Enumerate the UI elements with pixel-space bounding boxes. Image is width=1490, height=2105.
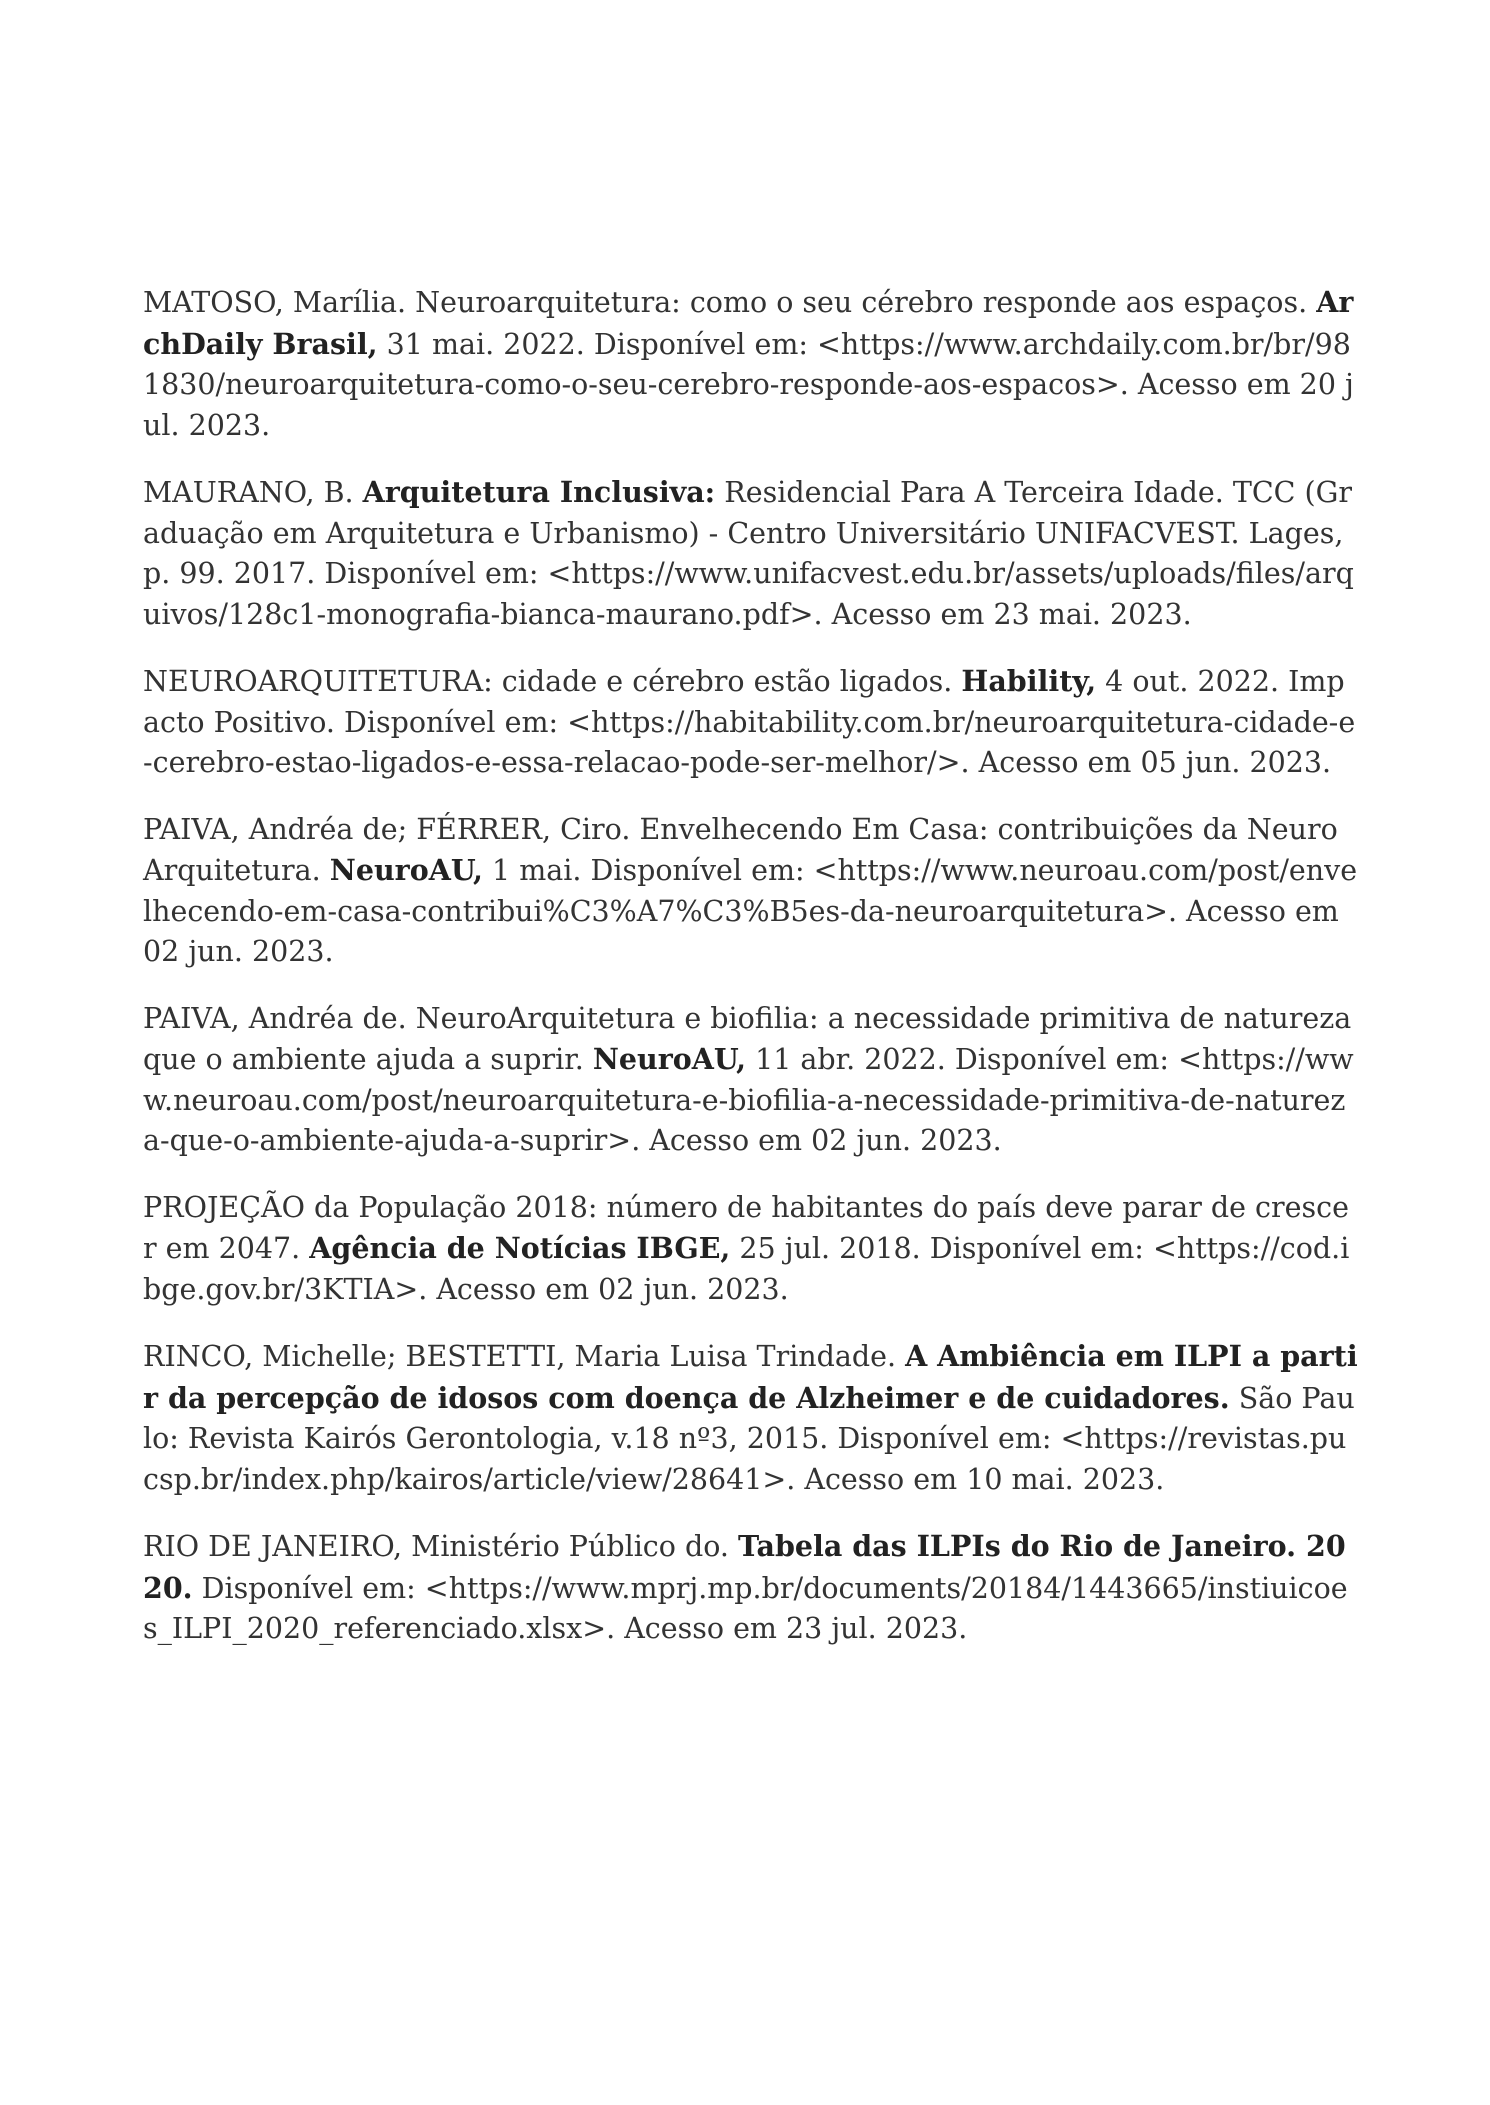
reference-text: PAIVA, Andréa de. NeuroArquitetura e biofilia: a necessidade primitiva de natureza que o ambiente ajuda a suprir. bbox=[143, 1001, 1352, 1076]
reference-source-title: Agência de Notícias IBGE, bbox=[309, 1231, 731, 1265]
reference-text: São Paulo: Revista Kairós Gerontologia, v.18 nº3, 2015. Disponível em: <https://revistas.pucsp.br/index.php/kairos/article/view/28641>. Acesso em 10 mai. 2023. bbox=[143, 1381, 1355, 1496]
reference-source-title: A Ambiência em ILPI a partir da percepção de idosos com doença de Alzheimer e de cuidadores. bbox=[143, 1339, 1358, 1415]
reference-text: MATOSO, Marília. Neuroarquitetura: como o seu cérebro responde aos espaços. bbox=[143, 286, 1317, 319]
reference-paiva-biofilia bbox=[143, 999, 1358, 1162]
reference-rio-de-janeiro bbox=[143, 1526, 1358, 1650]
reference-source-title: NeuroAU, bbox=[329, 853, 483, 887]
reference-list bbox=[143, 282, 1358, 1676]
reference-text: RINCO, Michelle; BESTETTI, Maria Luisa Trindade. bbox=[143, 1340, 906, 1373]
reference-text: PROJEÇÃO da População 2018: número de habitantes do país deve parar de crescer em 2047. bbox=[143, 1190, 1349, 1265]
reference-text: 1 mai. Disponível em: <https://www.neuroau.com/post/envelhecendo-em-casa-contribui%C3%A7%C3%B5es-da-neuroarquitetura>. Acesso em 02 jun. 2023. bbox=[143, 854, 1358, 968]
reference-text: 4 out. 2022. Impacto Positivo. Disponível em: <https://habitability.com.br/neuroarquitetura-cidade-e-cerebro-estao-ligados-e-essa-relacao-pode-ser-melhor/>. Acesso em 05 jun. 2023. bbox=[143, 665, 1356, 779]
reference-matoso bbox=[143, 282, 1358, 446]
reference-source-title: NeuroAU, bbox=[592, 1042, 747, 1076]
reference-text: MAURANO, B. bbox=[143, 476, 363, 509]
reference-text: 31 mai. 2022. Disponível em: <https://www.archdaily.com.br/br/981830/neuroarquitetura-como-o-seu-cerebro-responde-aos-espacos>. Acesso em 20 jul. 2023. bbox=[143, 327, 1354, 442]
reference-text: 11 abr. 2022. Disponível em: <https://www.neuroau.com/post/neuroarquitetura-e-biofilia-a-necessidade-primitiva-de-natureza-que-o-ambiente-ajuda-a-suprir>. Acesso em 02 jun. 2023. bbox=[143, 1043, 1354, 1157]
reference-rinco bbox=[143, 1336, 1358, 1500]
reference-projecao bbox=[143, 1188, 1358, 1311]
reference-text: Residencial Para A Terceira Idade. TCC (Graduação em Arquitetura e Urbanismo) - Centro Universitário UNIFACVEST. Lages, p. 99. 2017. Disponível em: <https://www.unifacvest.edu.br/assets/uploads/files/arquivos/128c1-monografia-bianca-maurano.pdf>. Acesso em 23 mai. 2023. bbox=[143, 476, 1354, 631]
reference-paiva-ferrer bbox=[143, 810, 1358, 973]
reference-neuroarquitetura bbox=[143, 661, 1358, 784]
reference-source-title: Tabela das ILPIs do Rio de Janeiro. 2020. bbox=[143, 1529, 1346, 1605]
reference-text: Disponível em: <https://www.mprj.mp.br/documents/20184/1443665/instiuicoes_ILPI_2020_referenciado.xlsx>. Acesso em 23 jul. 2023. bbox=[143, 1571, 1348, 1645]
reference-source-title: Arquitetura Inclusiva: bbox=[362, 475, 716, 509]
reference-source-title: ArchDaily Brasil, bbox=[143, 285, 1354, 361]
reference-text: NEUROARQUITETURA: cidade e cérebro estão ligados. bbox=[143, 665, 962, 698]
reference-text: RIO DE JANEIRO, Ministério Público do. bbox=[143, 1530, 739, 1563]
reference-maurano bbox=[143, 472, 1358, 635]
reference-text: 25 jul. 2018. Disponível em: <https://cod.ibge.gov.br/3KTIA>. Acesso em 02 jun. 2023. bbox=[143, 1232, 1350, 1306]
reference-text: PAIVA, Andréa de; FÉRRER, Ciro. Envelhecendo Em Casa: contribuições da NeuroArquitetura. bbox=[143, 812, 1338, 887]
reference-source-title: Hability, bbox=[961, 664, 1097, 698]
